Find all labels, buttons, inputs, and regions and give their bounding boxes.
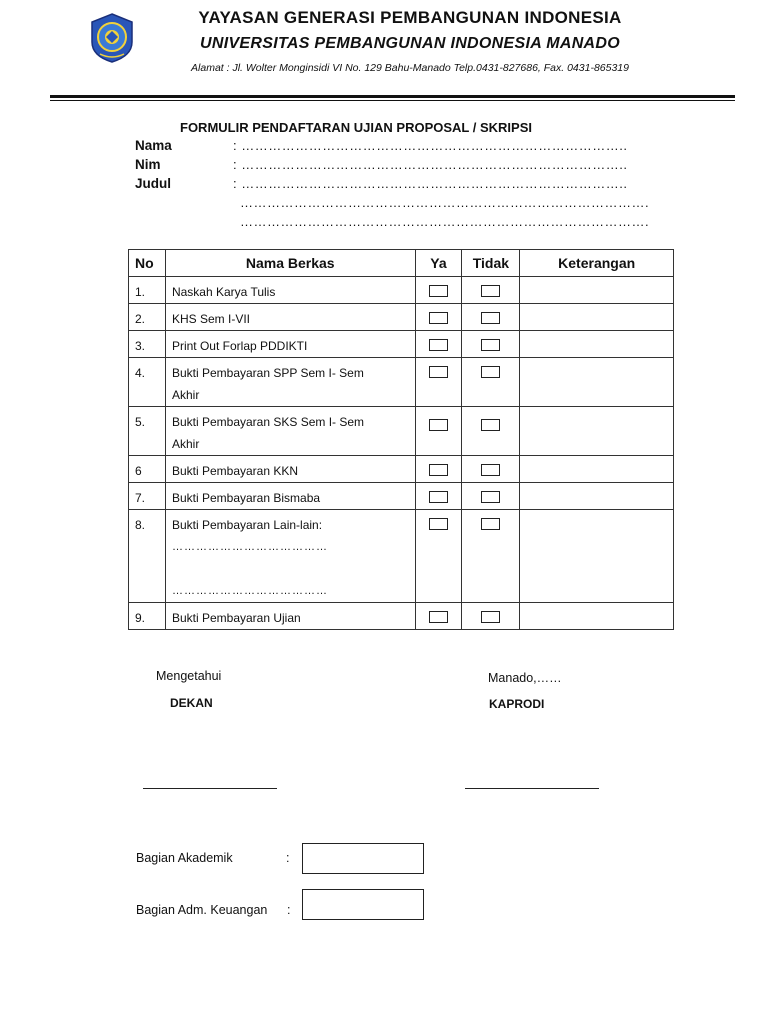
bagian-keuangan-colon: : [287,903,291,917]
document-name-line1: Bukti Pembayaran SKS Sem I- Sem [171,415,365,429]
nama-field[interactable]: : ………………………………………………………………………….. [233,138,628,153]
table-header-row [129,250,674,277]
table-row [129,358,674,407]
keterangan-cell[interactable] [520,510,674,603]
table-row [129,277,674,304]
ya-checkbox[interactable] [429,611,448,623]
row-number: 7. [129,483,166,510]
col-ya-header: Ya [415,250,462,277]
col-no-header: No [129,250,166,277]
keterangan-cell[interactable] [520,407,674,456]
university-name: UNIVERSITAS PEMBANGUNAN INDONESIA MANADO [199,35,620,52]
form-title: FORMULIR PENDAFTARAN UJIAN PROPOSAL / SKRIPSI [180,120,532,135]
table-row [129,304,674,331]
row-number: 4. [129,358,166,407]
document-name-line2: Akhir [171,437,200,451]
bagian-keuangan-label: Bagian Adm. Keuangan [136,903,268,917]
ya-checkbox[interactable] [429,312,448,324]
row-number: 6 [129,456,166,483]
ya-checkbox[interactable] [429,491,448,503]
row-number: 2. [129,304,166,331]
row-number: 9. [129,603,166,630]
document-name [165,510,415,603]
dekan-signature-line[interactable] [143,788,277,789]
other-payment-line1[interactable]: ………………………………… [171,541,328,553]
ya-checkbox[interactable] [429,518,448,530]
tidak-checkbox[interactable] [481,339,500,351]
org-name: YAYASAN GENERASI PEMBANGUNAN INDONESIA [198,8,622,27]
bagian-akademik-label: Bagian Akademik [136,851,233,865]
ya-checkbox[interactable] [429,419,448,431]
document-name-line1: Bukti Pembayaran Lain-lain: [171,518,323,532]
document-name: Naskah Karya Tulis [165,277,415,304]
keterangan-cell[interactable] [520,483,674,510]
col-nama-header: Nama Berkas [165,250,415,277]
tidak-checkbox[interactable] [481,518,500,530]
table-row [129,483,674,510]
document-name-line1: Bukti Pembayaran SPP Sem I- Sem [171,366,364,380]
tidak-checkbox[interactable] [481,312,500,324]
nim-label: Nim [135,157,161,172]
bagian-akademik-box[interactable] [302,843,424,874]
table-row [129,331,674,358]
nim-field[interactable]: : ………………………………………………………………………….. [233,157,628,172]
tidak-checkbox[interactable] [481,464,500,476]
table-row [129,456,674,483]
mengetahui-label: Mengetahui [156,669,222,683]
header-divider [50,95,735,98]
kaprodi-signature-line[interactable] [465,788,599,789]
judul-field[interactable]: : ………………………………………………………………………….. [233,176,628,191]
row-number: 3. [129,331,166,358]
keterangan-cell[interactable] [520,603,674,630]
document-name [165,407,415,456]
document-name-line2: Akhir [171,388,200,402]
table-row [129,510,674,603]
tidak-checkbox[interactable] [481,285,500,297]
document-name: Bukti Pembayaran Ujian [165,603,415,630]
col-tidak-header: Tidak [462,250,520,277]
document-name: KHS Sem I-VII [165,304,415,331]
tidak-checkbox[interactable] [481,611,500,623]
judul-field-line2[interactable]: ………………………………………………………………………………. [240,195,650,210]
document-checklist-table [128,249,674,630]
tidak-checkbox[interactable] [481,491,500,503]
keterangan-cell[interactable] [520,331,674,358]
row-number: 1. [129,277,166,304]
place-date-label: Manado,…… [488,671,562,685]
keterangan-cell[interactable] [520,456,674,483]
nama-label: Nama [135,138,172,153]
document-name: Bukti Pembayaran KKN [165,456,415,483]
document-name [165,358,415,407]
ya-checkbox[interactable] [429,464,448,476]
tidak-checkbox[interactable] [481,366,500,378]
ya-checkbox[interactable] [429,285,448,297]
row-number: 5. [129,407,166,456]
keterangan-cell[interactable] [520,277,674,304]
tidak-checkbox[interactable] [481,419,500,431]
table-row [129,603,674,630]
row-number: 8. [129,510,166,603]
dekan-title: DEKAN [170,696,213,710]
keterangan-cell[interactable] [520,358,674,407]
address: Alamat : Jl. Wolter Monginsidi VI No. 129 Bahu-Manado Telp.0431-827686, Fax. 0431-865319 [191,62,629,74]
ya-checkbox[interactable] [429,339,448,351]
other-payment-line2[interactable]: ………………………………… [171,585,328,597]
judul-field-line3[interactable]: ………………………………………………………………………………. [240,214,650,229]
judul-label: Judul [135,176,171,191]
header-divider-thin [50,100,735,101]
keterangan-cell[interactable] [520,304,674,331]
bagian-keuangan-box[interactable] [302,889,424,920]
kaprodi-title: KAPRODI [489,697,545,711]
bagian-akademik-colon: : [286,851,290,865]
table-row [129,407,674,456]
ya-checkbox[interactable] [429,366,448,378]
col-keterangan-header: Keterangan [520,250,674,277]
document-name: Bukti Pembayaran Bismaba [165,483,415,510]
document-name: Print Out Forlap PDDIKTI [165,331,415,358]
